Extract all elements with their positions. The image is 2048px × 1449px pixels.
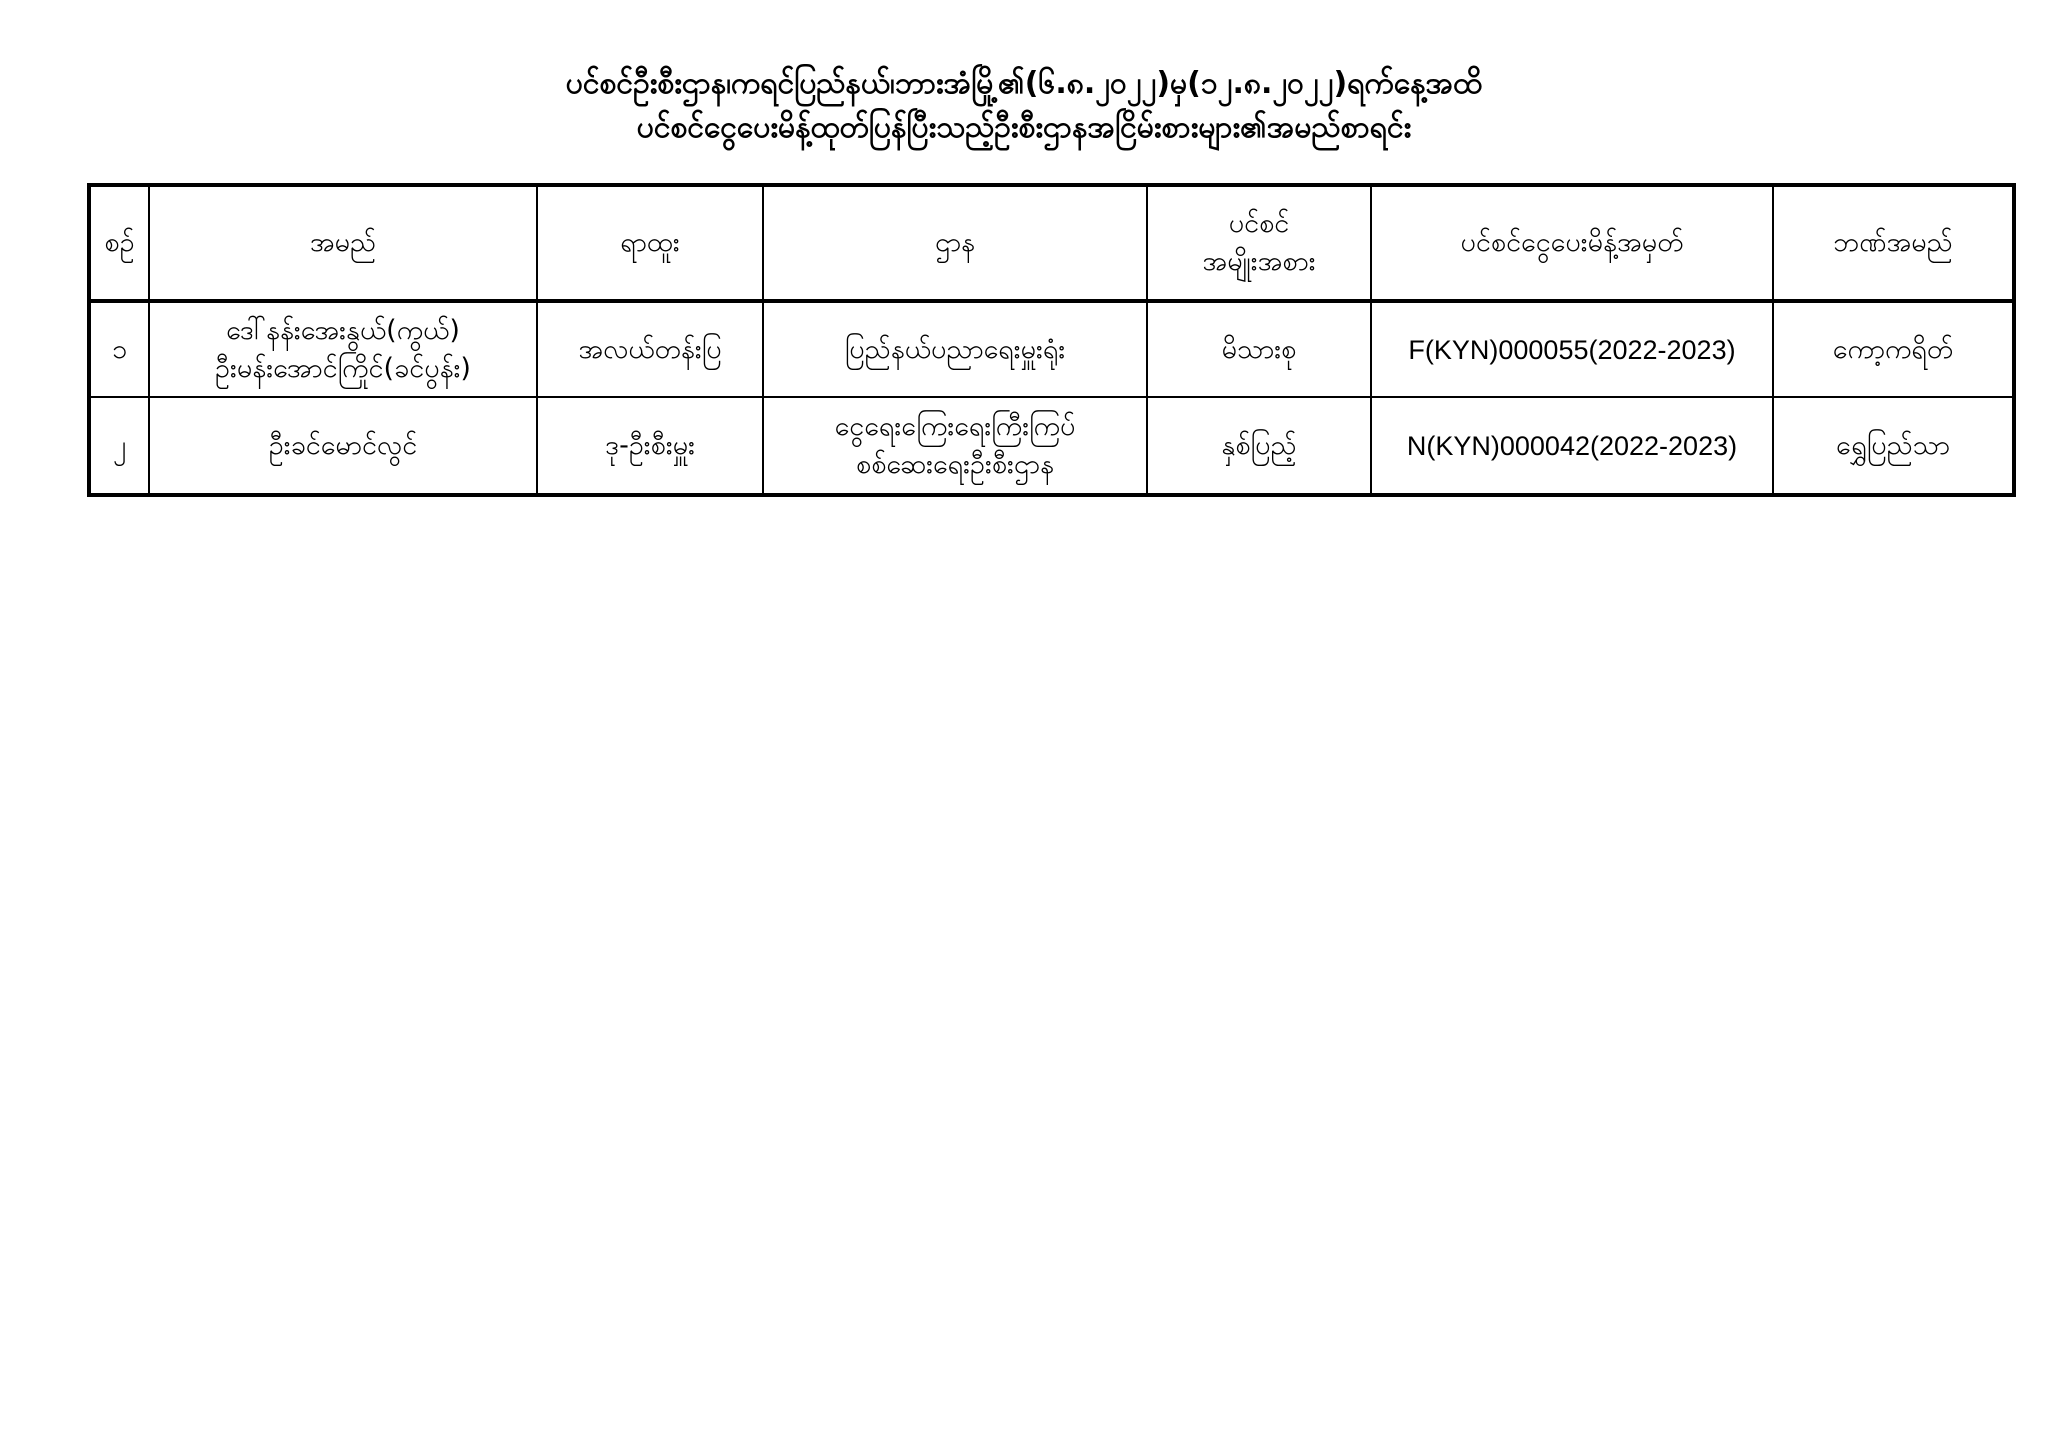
cell-department-line-1: ငွေရေးကြေးရေးကြီးကြပ် [834,410,1076,442]
title-line-2: ပင်စင်ငွေပေးမိန့်ထုတ်ပြန်ပြီးသည့်ဦးစီးဌာနအငြိမ်းစားများ၏အမည်စာရင်း [636,110,1412,145]
cell-bank-name: ရွှေပြည်သာ [1773,397,2014,495]
cell-rank: ဒု-ဦးစီးမှူး [537,397,763,495]
cell-rank: အလယ်တန်းပြ [537,301,763,397]
cell-department [763,301,1147,397]
cell-name [149,397,537,495]
cell-name [149,301,537,397]
cell-department-line-2: စစ်ဆေးရေးဦးစီးဌာန [856,448,1054,480]
cell-pension-order-no: N(KYN)000042(2022-2023) [1371,397,1773,495]
header-name: အမည် [149,185,537,301]
table-header-row [89,185,2014,301]
header-serial: စဉ် [89,185,149,301]
header-pension-order-no: ပင်စင်ငွေပေးမိန့်အမှတ် [1371,185,1773,301]
cell-name-line-1: ဒေါ်နန်းအေးနွယ်(ကွယ်) [226,314,460,346]
table-row [89,301,2014,397]
header-pension-type-line-1: ပင်စင် [1228,208,1290,239]
cell-serial: ၂ [89,397,149,495]
cell-name-line-2: ဦးမန်းအောင်ကြိုင်(ခင်ပွန်း) [215,352,471,384]
page-title [0,62,2048,150]
header-rank: ရာထူး [537,185,763,301]
pensioner-list-table [87,183,2016,497]
header-pension-type [1147,185,1371,301]
cell-pension-type: နှစ်ပြည့် [1147,397,1371,495]
cell-department-line-1: ပြည်နယ်ပညာရေးမှူးရုံး [844,333,1066,365]
header-bank-name: ဘဏ်အမည် [1773,185,2014,301]
header-pension-type-line-2: အမျိုးအစား [1202,246,1316,277]
title-line-1: ပင်စင်ဦးစီးဌာန၊ကရင်ပြည်နယ်၊ဘားအံမြို့၏(၆.၈.၂၀၂၂)မှ(၁၂.၈.၂၀၂၂)ရက်နေ့အထိ [565,66,1483,101]
table-row [89,397,2014,495]
cell-pension-type: မိသားစု [1147,301,1371,397]
header-department: ဌာန [763,185,1147,301]
cell-pension-order-no: F(KYN)000055(2022-2023) [1371,301,1773,397]
cell-serial: ၁ [89,301,149,397]
cell-department [763,397,1147,495]
cell-name-line-1: ဦးခင်မောင်လွင် [268,429,418,461]
cell-bank-name: ကော့ကရိတ် [1773,301,2014,397]
